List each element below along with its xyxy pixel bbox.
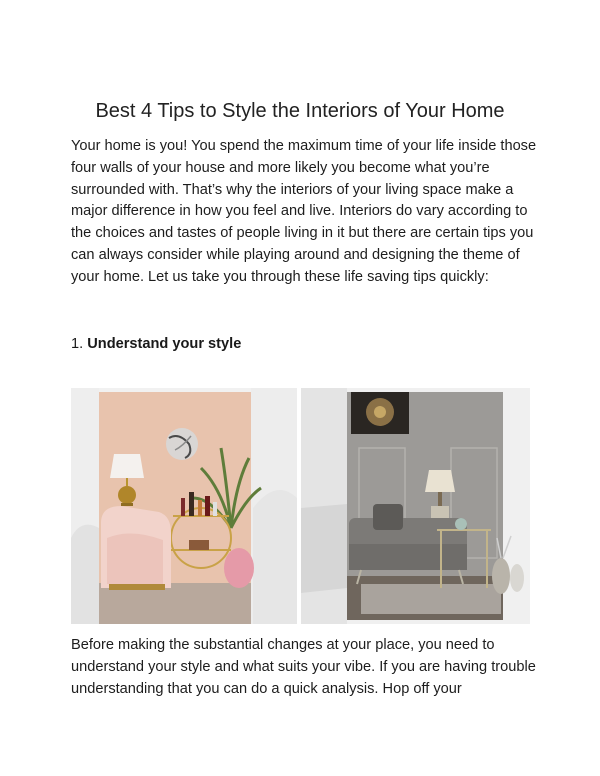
marble-wall-art — [166, 428, 198, 460]
pink-armchair — [101, 506, 171, 590]
body-paragraph: Before making the substantial changes at your place, you need to understand your style and what suits your vibe. If you are having trouble understanding that you can do a quick analysis. Hop off your — [71, 637, 536, 697]
pink-room-photo — [71, 388, 297, 624]
interior-photos — [71, 388, 530, 624]
tip-1-number: 1. — [71, 336, 84, 352]
pink-pouf — [224, 548, 254, 588]
grey-room-photo — [301, 388, 530, 624]
framed-art — [351, 392, 409, 434]
page-title: Best 4 Tips to Style the Interiors of Your Home — [95, 100, 505, 122]
intro-paragraph: Your home is you! You spend the maximum time of your life inside those four walls of your house and more likely you become what you’re surrounded with. That’s why the interiors of your living space make a major difference in how you feel and live. Interiors do vary according to the choices and tastes of people living in it but there are certain tips you can always consider while playing around and designing the theme of your home. Let us take you through these life saving tips quickly: — [71, 138, 537, 285]
tip-1-title: Understand your style — [87, 336, 242, 352]
tip-1-heading — [71, 334, 241, 355]
